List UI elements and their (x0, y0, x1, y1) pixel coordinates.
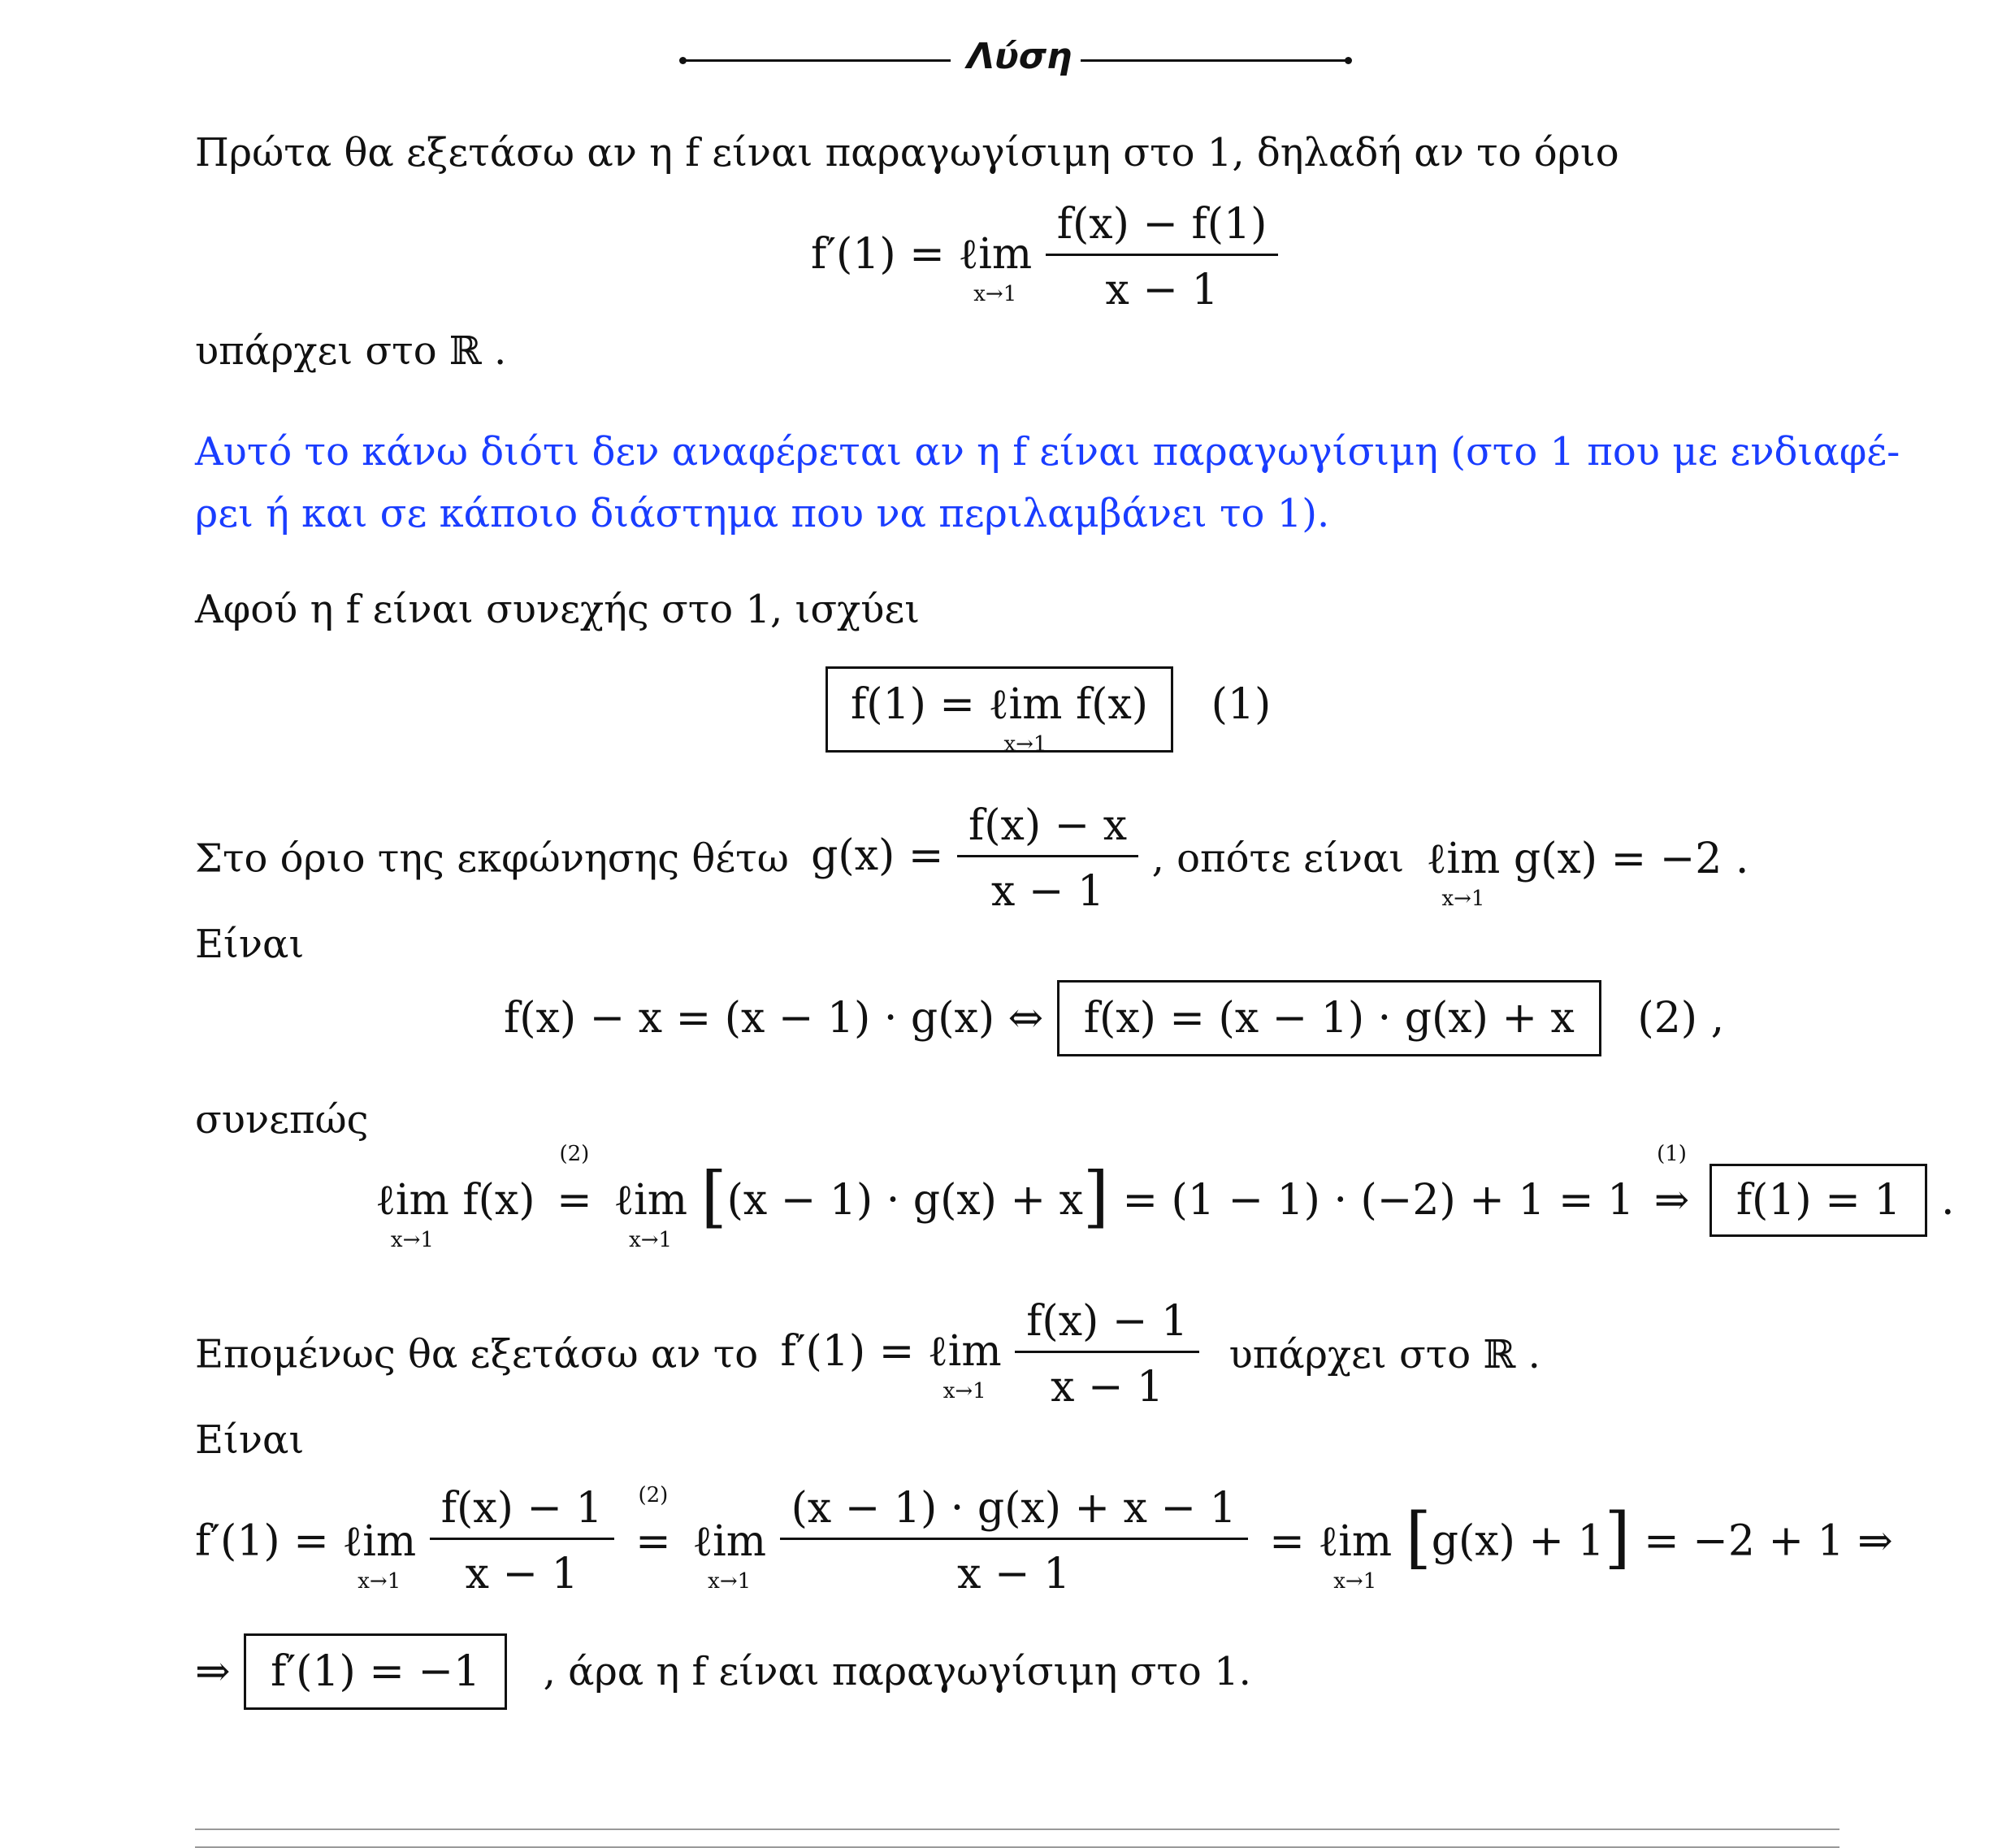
paragraph-examine-derivative: Επομένως θα εξετάσω αν το f′(1) = ℓim x→1 $\frac{f(x) - 1}{x - 1}$ υπάρχει στο ℝ . (195, 1297, 1540, 1412)
title-rule-left (682, 59, 951, 62)
label-einai-1: Είναι (195, 922, 305, 967)
eq2-tag: (1) (1211, 680, 1272, 729)
eq5-limit-3: ℓim x→1 (1318, 1516, 1393, 1594)
p5-fraction: $\frac{f(x) - 1}{x - 1}$ (1015, 1300, 1199, 1408)
final-box: f′(1) = −1 (244, 1633, 507, 1710)
p4-limit: ℓim x→1 (1426, 834, 1501, 911)
eq4-mark-1: (1) (1657, 1142, 1687, 1166)
eq1-limit: ℓim x→1 (958, 230, 1033, 306)
equation-f-expression: f(x) − x = (x − 1) · g(x) ⇔ f(x) = (x − 1) · g(x) + x (2) , (504, 980, 1724, 1056)
eq2-limit-sub: x→1 (1003, 732, 1047, 757)
paragraph-exists: υπάρχει στο ℝ . (195, 328, 507, 374)
eq5-limit-2: ℓim x→1 (692, 1516, 767, 1594)
eq4-mark-2: (2) (559, 1142, 590, 1166)
eq1-fraction: $\frac{f(x) - f(1)}{x - 1}$ (1046, 203, 1279, 311)
eq1-lhs: f′(1) = (811, 230, 945, 279)
p5-limit: ℓim x→1 (927, 1327, 1002, 1403)
eq3-box: f(x) = (x − 1) · g(x) + x (1057, 980, 1601, 1056)
equation-continuity (826, 666, 1272, 757)
paragraph-intro: Πρώτα θα εξετάσω αν η f είναι παραγωγίσιμη στο 1, δηλαδή αν το όριο (195, 130, 1619, 176)
eq5-fraction-2: $\frac{(x - 1) \cdot g(x) + x - 1}{x - 1}$ (780, 1487, 1248, 1595)
eq4-limit-1: ℓim x→1 (375, 1176, 449, 1252)
eq4-box: f(1) = 1 (1710, 1164, 1928, 1237)
note-line-2: ρει ή και σε κάποιο διάστημα που να περιλαμβάνει το 1). (195, 491, 1330, 536)
label-einai-2: Είναι (195, 1417, 305, 1463)
eq5-mark-2: (2) (638, 1482, 669, 1507)
equation-derivative-compute: f′(1) = ℓim x→1 $\frac{f(x) - 1}{x - 1}$ = (2) ℓim x→1 $\frac{(x - 1) \cdot g(x) + x - 1}{x - 1}$ = ℓim x→1 [g(x) + 1] = −2 + 1 ⇒ (195, 1482, 1893, 1599)
eq3-tag: (2) , (1637, 994, 1725, 1043)
eq2-box: f(1) = ℓim x→1 f(x) (826, 666, 1173, 753)
eq2-limit: ℓim x→1 (988, 680, 1063, 757)
eq1-limit-sub: x→1 (973, 282, 1017, 306)
paragraph-define-g: Στο όριο της εκφώνησης θέτω g(x) = $\frac{f(x) - x}{x - 1}$ , οπότε είναι ℓim x→1 g(x) = −2 . (195, 801, 1749, 916)
title-rule-right (1081, 59, 1349, 62)
p4-fraction: $\frac{f(x) - x}{x - 1}$ (957, 805, 1138, 913)
title-bullet-right (1345, 57, 1352, 64)
bottom-rule-visible (195, 1828, 1840, 1830)
equation-derivative-definition (811, 200, 1278, 315)
equation-limit-f: ℓim x→1 f(x) = (2) ℓim x→1 [(x − 1) · g(x) + x] = (1 − 1) · (−2) + 1 = 1 ⇒ (1) f(1) = 1 . (375, 1142, 1955, 1252)
paragraph-continuity: Αφού η f είναι συνεχής στο 1, ισχύει (195, 587, 921, 632)
title: Λύση (967, 36, 1072, 77)
eq5-fraction-1: $\frac{f(x) - 1}{x - 1}$ (430, 1487, 614, 1595)
eq4-limit-2: ℓim x→1 (613, 1176, 688, 1252)
label-synepos: συνεπώς (195, 1097, 369, 1143)
eq5-limit-1: ℓim x→1 (342, 1516, 417, 1594)
final-result: ⇒ f′(1) = −1 , άρα η f είναι παραγωγίσιμη στο 1. (195, 1633, 1251, 1710)
note-line-1: Αυτό το κάνω διότι δεν αναφέρεται αν η f είναι παραγωγίσιμη (στο 1 που με ενδιαφέ- (195, 429, 1900, 475)
final-text: , άρα η f είναι παραγωγίσιμη στο 1. (543, 1649, 1251, 1694)
